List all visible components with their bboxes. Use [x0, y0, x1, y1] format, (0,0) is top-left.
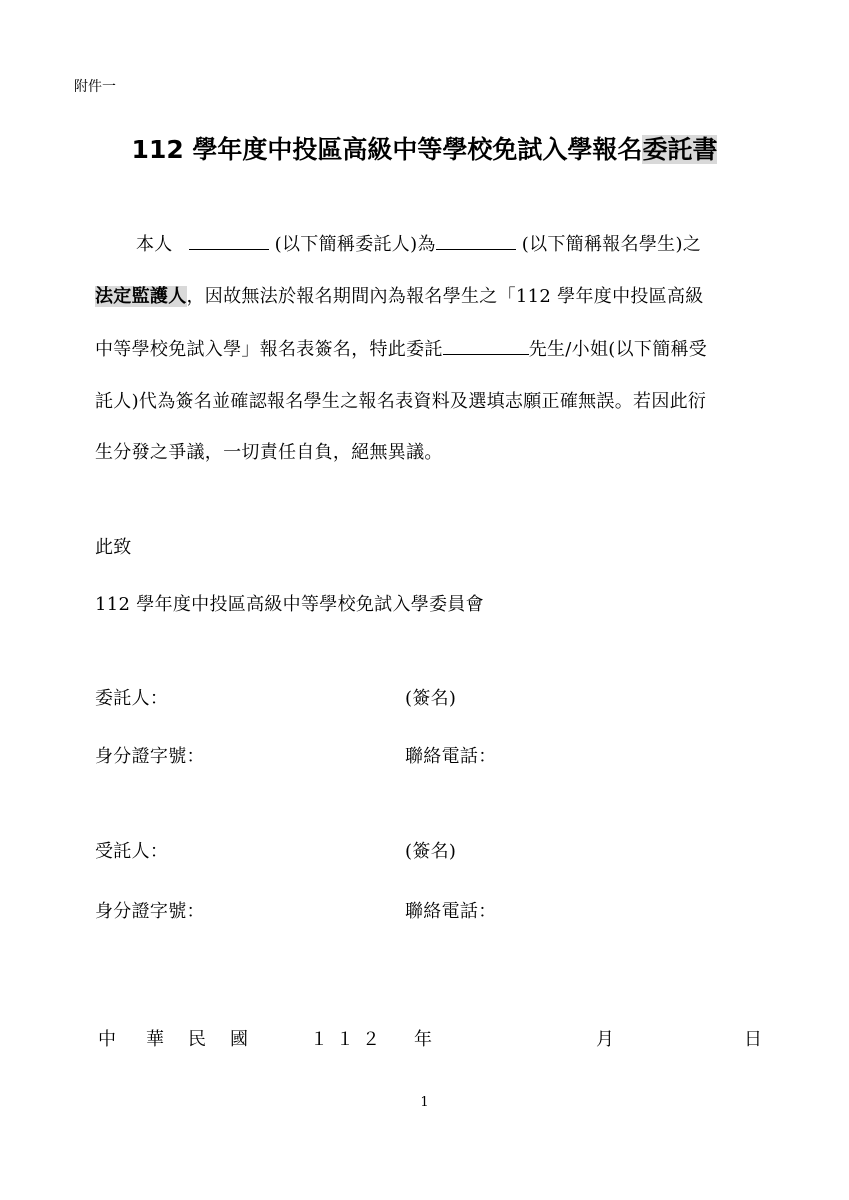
date-day-label: 日: [744, 1029, 762, 1050]
document-title: [0, 130, 849, 166]
trustee-phone-label: 聯絡電話：: [405, 901, 497, 922]
entruster-name-blank: [189, 231, 269, 250]
body-line-2: [95, 282, 704, 308]
date-char-1: 中: [98, 1029, 116, 1050]
title-highlight: 委託書: [642, 135, 718, 164]
salutation: 此致: [95, 537, 132, 558]
entruster-sign: (簽名): [405, 688, 457, 709]
line1-text-c: (以下簡稱報名學生)之: [521, 234, 702, 255]
date-char-2: 華: [146, 1029, 164, 1050]
line2-text: ，因故無法於報名期間內為報名學生之「112 學年度中投區高級: [186, 286, 704, 307]
date-month-label: 月: [596, 1029, 614, 1050]
trustee-sign: (簽名): [405, 841, 457, 862]
legal-guardian-highlight: 法定監護人: [95, 286, 187, 307]
date-char-4: 國: [230, 1029, 248, 1050]
line3-text-a: 中等學校免試入學」報名表簽名，特此委託: [95, 339, 443, 360]
attachment-label: 附件一: [74, 79, 116, 95]
body-line-5: 生分發之爭議，一切責任自負，絕無異議。: [95, 442, 443, 463]
student-name-blank: [436, 231, 516, 250]
date-char-3: 民: [188, 1029, 206, 1050]
line3-text-b: 先生/小姐(以下簡稱受: [528, 339, 708, 360]
date-year-label: 年: [414, 1029, 432, 1050]
entruster-phone-label: 聯絡電話：: [405, 746, 497, 767]
body-line-1: [136, 230, 701, 256]
date-year: １１２: [310, 1029, 388, 1050]
trustee-id-label: 身分證字號：: [95, 901, 205, 922]
title-main: 112 學年度中投區高級中等學校免試入學報名: [131, 135, 643, 164]
line1-text-b: (以下簡稱委託人)為: [274, 234, 436, 255]
page-number: 1: [420, 1095, 429, 1110]
trustee-label: 受託人：: [95, 841, 169, 862]
body-line-4: 託人)代為簽名並確認報名學生之報名表資料及選填志願正確無誤。若因此衍: [95, 391, 707, 412]
entruster-label: 委託人：: [95, 688, 169, 709]
line1-text-a: 本人: [136, 234, 173, 255]
entruster-id-label: 身分證字號：: [95, 746, 205, 767]
trustee-name-blank: [443, 336, 529, 355]
body-line-3: [95, 335, 707, 361]
recipient: 112 學年度中投區高級中等學校免試入學委員會: [95, 594, 484, 615]
